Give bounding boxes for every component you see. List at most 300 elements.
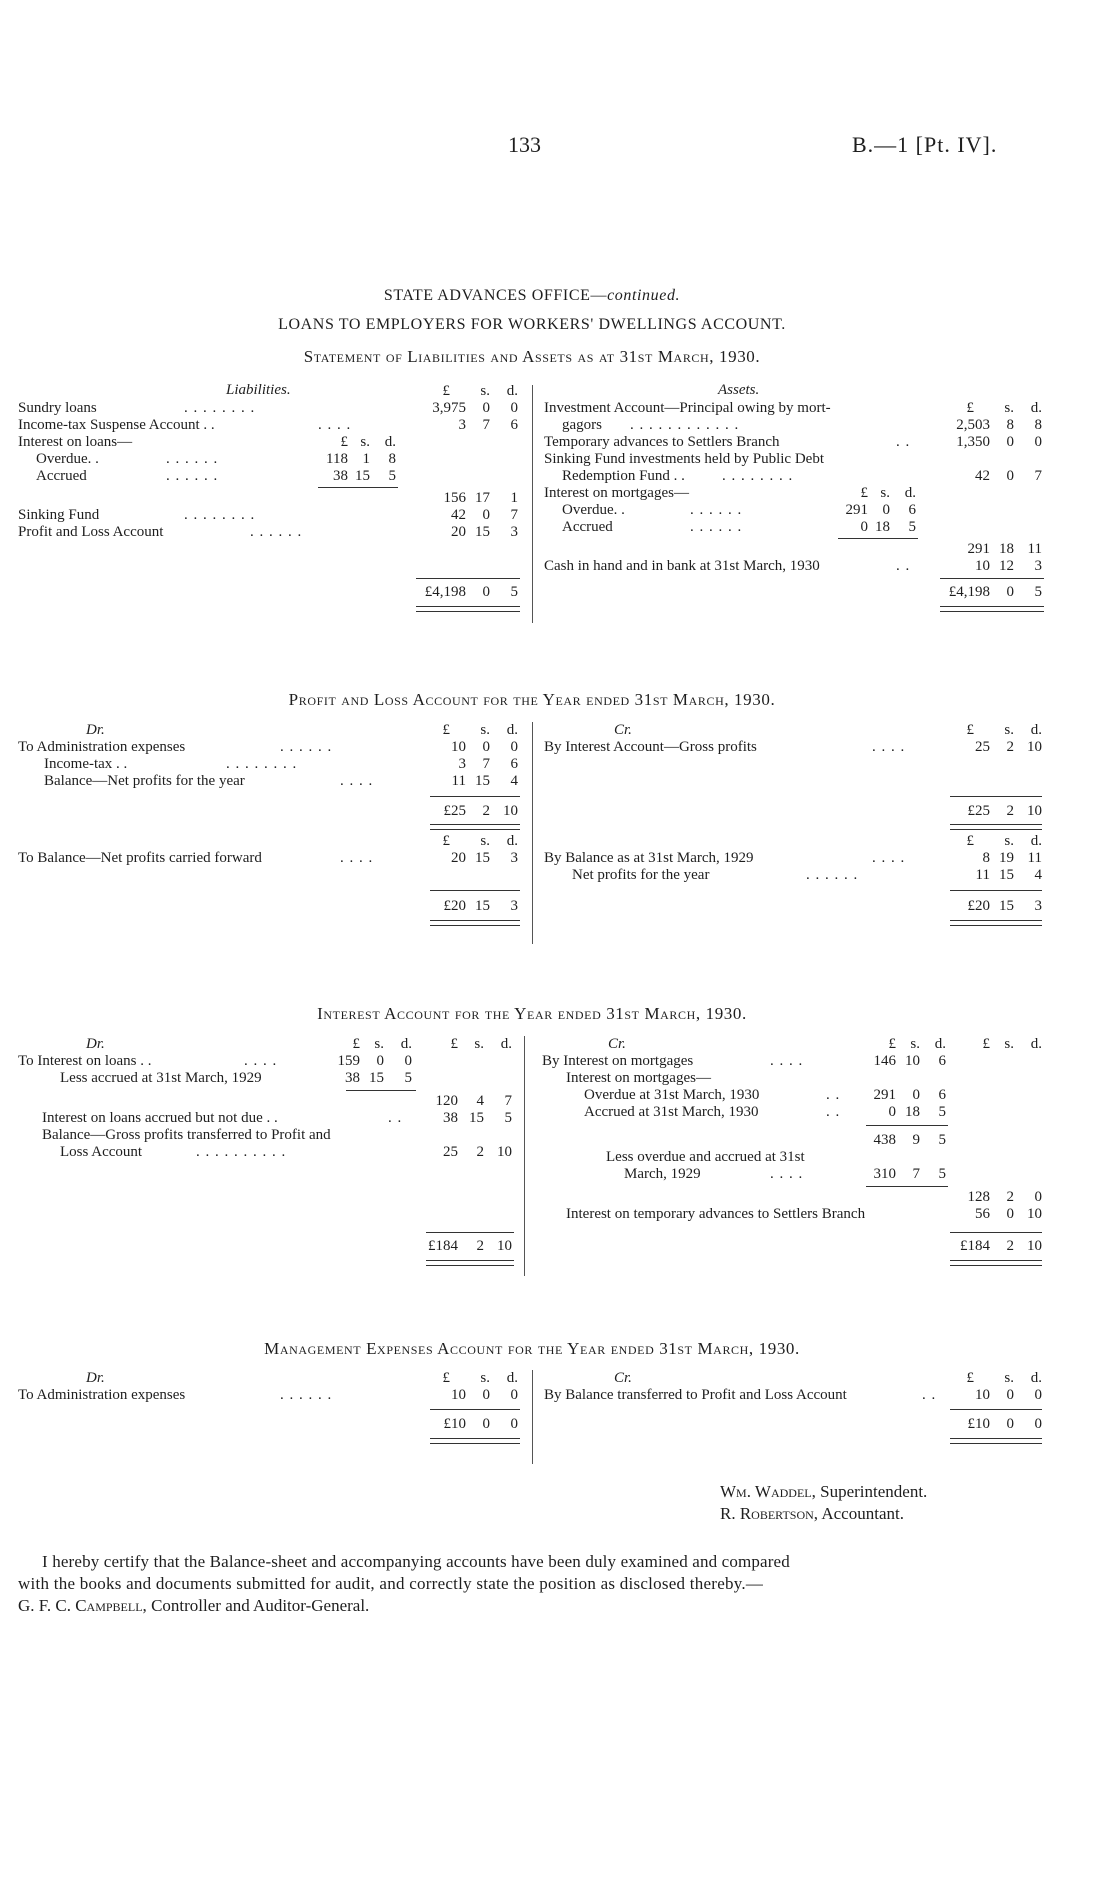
int-net-shillings: 4 [476, 1093, 484, 1109]
asset-cash-label: Cash in hand and in bank at 31st March, 1930 [544, 558, 820, 574]
pl-cr-col-s: s. [1004, 722, 1014, 738]
pl-total2-shillings: 15 [475, 898, 490, 914]
int-acc30-pounds: 0 [888, 1104, 896, 1120]
int-total-pounds: £184 [428, 1238, 458, 1254]
pl-intgross-pence: 10 [1027, 739, 1042, 755]
asset-sub-col-s: s. [880, 485, 890, 501]
int-lessovd-label1: Less overdue and accrued at 31st [606, 1149, 805, 1165]
asset-temp-dots: . . [896, 434, 911, 450]
pl-itax-dots: . . . . . . . . [226, 756, 298, 772]
asset-temp-pence: 0 [1034, 434, 1042, 450]
int-ovd30-pounds: 291 [873, 1087, 896, 1103]
asset-intmort-label: Interest on mortgages— [544, 485, 689, 501]
liab-interest-label: Interest on loans— [18, 434, 133, 450]
signature-accountant [720, 1504, 904, 1524]
int-balgross-shillings: 2 [476, 1144, 484, 1160]
asset-accrued-shillings: 18 [875, 519, 890, 535]
pl-cr2-col-pound: £ [966, 833, 974, 849]
asset-cash-pounds: 10 [975, 558, 990, 574]
pl-cr-total2-pounds: £20 [967, 898, 990, 914]
asset-accrued-pounds: 0 [860, 519, 868, 535]
liabilities-heading: Liabilities. [226, 382, 291, 398]
pl-cr-col-pound: £ [966, 722, 974, 738]
assets-total-pounds: £4,198 [948, 584, 990, 600]
int-byint-label: By Interest on mortgages [542, 1053, 694, 1069]
int-diff-pence: 0 [1034, 1189, 1042, 1205]
pl-cr: Cr. [614, 722, 632, 738]
office-continued: continued. [607, 287, 681, 304]
assets-col-pound: £ [966, 400, 974, 416]
liab-interest-total-pounds: 156 [443, 490, 466, 506]
int-dr-sub-col-pound: £ [352, 1036, 360, 1052]
superintendent-title: Superintendent. [820, 1482, 928, 1501]
int-accnotdue-pence: 5 [504, 1110, 512, 1126]
pl-netprof-shillings: 15 [999, 867, 1014, 883]
liab-sinking-pence: 7 [510, 507, 518, 523]
certificate-line3 [18, 1596, 369, 1616]
interest-title: Interest Account for the Year ended 31st March, 1930. [317, 1004, 747, 1023]
mgmt-bybal-shillings: 0 [1006, 1387, 1014, 1403]
int-byint-shillings: 10 [905, 1053, 920, 1069]
int-cr-sub-col-s: s. [910, 1036, 920, 1052]
int-toint-label: To Interest on loans . . [18, 1053, 152, 1069]
mgmt-bybal-pence: 0 [1034, 1387, 1042, 1403]
asset-sub-col-d: d. [904, 485, 916, 501]
pl-carried-pounds: 20 [451, 850, 466, 866]
int-acc30-pence: 5 [938, 1104, 946, 1120]
liab-accrued-label: Accrued [36, 468, 87, 484]
int-cr-sub-col-d: d. [934, 1036, 946, 1052]
pl-intgross-dots: . . . . [872, 739, 906, 755]
liab-total-pence: 5 [510, 584, 518, 600]
asset-overdue-shillings: 0 [882, 502, 890, 518]
liab-interest-total-shillings: 17 [475, 490, 490, 506]
pl-carried-dots: . . . . [340, 850, 374, 866]
mgmt-title: Management Expenses Account for the Year ended 31st March, 1930. [264, 1339, 800, 1358]
int-total-pence: 10 [497, 1238, 512, 1254]
liab-overdue-dots: . . . . . . [166, 451, 219, 467]
auditor-name: G. F. C. Campbell, [18, 1596, 147, 1615]
pl-dr2-col-d: d. [506, 833, 518, 849]
balance-sheet-divider [532, 385, 533, 623]
int-byint-dots: . . . . [770, 1053, 804, 1069]
mgmt-dr-col-pound: £ [442, 1370, 450, 1386]
pl-intgross-label: By Interest Account—Gross profits [544, 739, 757, 755]
liab-sub-col-d: d. [384, 434, 396, 450]
pl-balnet-pence: 4 [510, 773, 518, 789]
int-lessacc-label: Less accrued at 31st March, 1929 [60, 1070, 262, 1086]
superintendent-name: Wm. Waddel, [720, 1482, 816, 1501]
asset-investment-label1: Investment Account—Principal owing by mort- [544, 400, 831, 416]
pl-dr2-col-pound: £ [442, 833, 450, 849]
liab-accrued-shillings: 15 [355, 468, 370, 484]
int-cr-col-s: s. [1004, 1036, 1014, 1052]
asset-sinking-label2: Redemption Fund . . [562, 468, 685, 484]
int-byint-pence: 6 [938, 1053, 946, 1069]
pl-total1-pence: 10 [503, 803, 518, 819]
asset-sub-col-pound: £ [860, 485, 868, 501]
signature-superintendent [720, 1482, 927, 1502]
int-cr: Cr. [608, 1036, 626, 1052]
int-lessacc-rule [346, 1090, 416, 1091]
asset-investment-dots: . . . . . . . . . . . . [630, 417, 740, 433]
pl-divider [532, 722, 533, 944]
mgmt-dr-col-d: d. [506, 1370, 518, 1386]
asset-cash-pence: 3 [1034, 558, 1042, 574]
liab-incometax-shillings: 7 [482, 417, 490, 433]
int-sub-shillings: 9 [912, 1132, 920, 1148]
int-lessacc-pounds: 38 [345, 1070, 360, 1086]
asset-int-total-pounds: 291 [967, 541, 990, 557]
asset-int-total-shillings: 18 [999, 541, 1014, 557]
asset-int-total-pence: 11 [1027, 541, 1042, 557]
mgmt-total-pounds: £10 [443, 1416, 466, 1432]
accountant-title: Accountant. [821, 1504, 904, 1523]
mgmt-bybal-dots: . . [922, 1387, 937, 1403]
pl-cr-total1-pence: 10 [1027, 803, 1042, 819]
liab-incometax-dots: . . . . [318, 417, 352, 433]
pl-balnet-dots: . . . . [340, 773, 374, 789]
pl-dr: Dr. [86, 722, 105, 738]
pl-total2-pence: 3 [510, 898, 518, 914]
int-ovd30-label: Overdue at 31st March, 1930 [584, 1087, 760, 1103]
int-acc30-label: Accrued at 31st March, 1930 [584, 1104, 759, 1120]
liab-sub-col-pound: £ [340, 434, 348, 450]
liab-total-rule [416, 578, 520, 579]
mgmt-total-shillings: 0 [482, 1416, 490, 1432]
liab-sundry-shillings: 0 [482, 400, 490, 416]
int-cr-total-shillings: 2 [1006, 1238, 1014, 1254]
liab-overdue-label: Overdue. . [36, 451, 99, 467]
assets-total-shillings: 0 [1006, 584, 1014, 600]
pl-admin-pounds: 10 [451, 739, 466, 755]
pl-total2-pounds: £20 [443, 898, 466, 914]
account-title: LOANS TO EMPLOYERS FOR WORKERS' DWELLINGS ACCOUNT. [278, 316, 786, 333]
pl-cr-total2-double-rule [950, 920, 1042, 926]
liab-incometax-label: Income-tax Suspense Account . . [18, 417, 215, 433]
int-toint-pence: 0 [404, 1053, 412, 1069]
pl-cr-total1-shillings: 2 [1006, 803, 1014, 819]
pl-cr-col-d: d. [1030, 722, 1042, 738]
pl-bal1929-pence: 11 [1027, 850, 1042, 866]
int-intmort-label: Interest on mortgages— [566, 1070, 711, 1086]
pl-title: Profit and Loss Account for the Year ended 31st March, 1930. [288, 690, 776, 709]
pl-cr-total1-pounds: £25 [967, 803, 990, 819]
auditor-title: Controller and Auditor-General. [151, 1596, 370, 1615]
liab-sinking-dots: . . . . . . . . [184, 507, 256, 523]
asset-accrued-dots: . . . . . . [690, 519, 743, 535]
int-lessacc-pence: 5 [404, 1070, 412, 1086]
int-dr-sub-col-d: d. [400, 1036, 412, 1052]
int-balgross-label2: Loss Account [60, 1144, 143, 1160]
liab-overdue-pounds: 118 [326, 451, 348, 467]
int-acc30-dots: . . [826, 1104, 841, 1120]
assets-col-s: s. [1004, 400, 1014, 416]
mgmt-admin-shillings: 0 [482, 1387, 490, 1403]
pl-total2-rule [430, 890, 520, 891]
int-dr-col-d: d. [500, 1036, 512, 1052]
asset-investment-pence: 8 [1034, 417, 1042, 433]
pl-bal1929-dots: . . . . [872, 850, 906, 866]
int-cr-col-pound: £ [982, 1036, 990, 1052]
int-balgross-pence: 10 [497, 1144, 512, 1160]
asset-overdue-dots: . . . . . . [690, 502, 743, 518]
pl-cr-total2-pence: 3 [1034, 898, 1042, 914]
assets-total-double-rule [940, 606, 1044, 612]
mgmt-admin-pounds: 10 [451, 1387, 466, 1403]
liab-accrued-pence: 5 [388, 468, 396, 484]
liab-interest-total-pence: 1 [510, 490, 518, 506]
mgmt-cr-total-pounds: £10 [967, 1416, 990, 1432]
pl-dr-col-pound: £ [442, 722, 450, 738]
liab-pl-shillings: 15 [475, 524, 490, 540]
int-ovd30-pence: 6 [938, 1087, 946, 1103]
asset-investment-shillings: 8 [1006, 417, 1014, 433]
liab-overdue-shillings: 1 [362, 451, 370, 467]
int-temp-label: Interest on temporary advances to Settlers Branch [566, 1206, 866, 1222]
liab-pl-dots: . . . . . . [250, 524, 303, 540]
liab-sundry-pence: 0 [510, 400, 518, 416]
int-total-double-rule [426, 1260, 514, 1266]
pl-balnet-label: Balance—Net profits for the year [44, 773, 245, 789]
pl-total1-double-rule [430, 824, 520, 830]
liab-col-s: s. [480, 383, 490, 399]
pl-carried-label: To Balance—Net profits carried forward [18, 850, 262, 866]
pl-intgross-shillings: 2 [1006, 739, 1014, 755]
liab-interest-rule [318, 487, 398, 488]
int-balgross-dots: . . . . . . . . . . [196, 1144, 287, 1160]
asset-sinking-shillings: 0 [1006, 468, 1014, 484]
int-accnotdue-pounds: 38 [443, 1110, 458, 1126]
liab-pl-label: Profit and Loss Account [18, 524, 164, 540]
mgmt-cr-col-d: d. [1030, 1370, 1042, 1386]
office-title [0, 287, 1064, 305]
int-balgross-label1: Balance—Gross profits transferred to Profit and [42, 1127, 331, 1143]
certificate-line1: I hereby certify that the Balance-sheet and accompanying accounts have been duly examined and compared [42, 1552, 790, 1571]
int-accnotdue-dots: . . [388, 1110, 403, 1126]
asset-sinking-pounds: 42 [975, 468, 990, 484]
accountant-name: R. Robertson, [720, 1504, 819, 1523]
interest-divider [524, 1036, 525, 1276]
mgmt-cr-total-shillings: 0 [1006, 1416, 1014, 1432]
pl-itax-pence: 6 [510, 756, 518, 772]
int-cr-col-d: d. [1030, 1036, 1042, 1052]
mgmt-total-pence: 0 [510, 1416, 518, 1432]
pl-netprof-pence: 4 [1034, 867, 1042, 883]
liab-total-shillings: 0 [482, 584, 490, 600]
assets-heading: Assets. [718, 382, 760, 398]
asset-sinking-label1: Sinking Fund investments held by Public Debt [544, 451, 824, 467]
liab-sundry-label: Sundry loans [18, 400, 97, 416]
pl-dr-col-d: d. [506, 722, 518, 738]
mgmt-admin-label: To Administration expenses [18, 1387, 186, 1403]
pl-admin-pence: 0 [510, 739, 518, 755]
asset-overdue-pounds: 291 [845, 502, 868, 518]
pl-dr-col-s: s. [480, 722, 490, 738]
int-ovd30-dots: . . [826, 1087, 841, 1103]
asset-overdue-label: Overdue. . [562, 502, 625, 518]
mgmt-admin-dots: . . . . . . [280, 1387, 333, 1403]
int-toint-pounds: 159 [337, 1053, 360, 1069]
pl-itax-shillings: 7 [482, 756, 490, 772]
pl-itax-label: Income-tax . . [44, 756, 128, 772]
pl-cr2-col-s: s. [1004, 833, 1014, 849]
page-number: 133 [508, 132, 541, 157]
pl-intgross-pounds: 25 [975, 739, 990, 755]
mgmt-cr-col-pound: £ [966, 1370, 974, 1386]
pl-bal1929-pounds: 8 [982, 850, 990, 866]
pl-total1-shillings: 2 [482, 803, 490, 819]
mgmt-cr-total-rule [950, 1409, 1042, 1410]
mgmt-bybal-pounds: 10 [975, 1387, 990, 1403]
pl-total1-rule [430, 796, 520, 797]
office-name: STATE ADVANCES OFFICE— [383, 287, 608, 304]
liab-sinking-shillings: 0 [482, 507, 490, 523]
liab-sub-col-s: s. [360, 434, 370, 450]
mgmt-total-double-rule [430, 1438, 520, 1444]
pl-admin-shillings: 0 [482, 739, 490, 755]
asset-investment-pounds: 2,503 [956, 417, 990, 433]
int-temp-shillings: 0 [1006, 1206, 1014, 1222]
mgmt-bybal-label: By Balance transferred to Profit and Loss Account [544, 1387, 847, 1403]
pl-cr2-col-d: d. [1030, 833, 1042, 849]
int-dr: Dr. [86, 1036, 105, 1052]
int-lessovd-dots: . . . . [770, 1166, 804, 1182]
pl-balnet-shillings: 15 [475, 773, 490, 789]
assets-total-rule [940, 578, 1044, 579]
int-accnotdue-label: Interest on loans accrued but not due . . [42, 1110, 278, 1126]
pl-cr-total1-rule [950, 796, 1042, 797]
liab-total-double-rule [416, 606, 520, 612]
asset-cash-dots: . . [896, 558, 911, 574]
mgmt-dr: Dr. [86, 1370, 105, 1386]
int-total-rule [426, 1232, 514, 1233]
liab-pl-pounds: 20 [451, 524, 466, 540]
int-cr-total-rule [950, 1232, 1042, 1233]
asset-temp-pounds: 1,350 [956, 434, 990, 450]
pl-carried-shillings: 15 [475, 850, 490, 866]
liab-incometax-pence: 6 [510, 417, 518, 433]
liab-sundry-dots: . . . . . . . . [184, 400, 256, 416]
asset-accrued-pence: 5 [908, 519, 916, 535]
pl-dr2-col-s: s. [480, 833, 490, 849]
mgmt-cr-total-double-rule [950, 1438, 1042, 1444]
int-sub-pence: 5 [938, 1132, 946, 1148]
asset-sinking-pence: 7 [1034, 468, 1042, 484]
liab-col-pound: £ [442, 383, 450, 399]
mgmt-cr: Cr. [614, 1370, 632, 1386]
pl-admin-dots: . . . . . . [280, 739, 333, 755]
asset-cash-shillings: 12 [999, 558, 1014, 574]
int-cr-total-double-rule [950, 1260, 1042, 1266]
pl-total2-double-rule [430, 920, 520, 926]
liab-sinking-pounds: 42 [451, 507, 466, 523]
int-sub-rule [866, 1125, 948, 1126]
liab-sundry-pounds: 3,975 [432, 400, 466, 416]
int-balgross-pounds: 25 [443, 1144, 458, 1160]
liab-overdue-pence: 8 [388, 451, 396, 467]
document-reference: B.—1 [Pt. IV]. [852, 132, 998, 157]
certificate-line2: with the books and documents submitted for audit, and correctly state the position as disclosed thereby.— [18, 1574, 764, 1593]
asset-investment-label2: gagors [562, 417, 602, 433]
pl-balnet-pounds: 11 [451, 773, 466, 789]
pl-total1-pounds: £25 [443, 803, 466, 819]
liab-pl-pence: 3 [510, 524, 518, 540]
pl-cr-total1-double-rule [950, 824, 1042, 830]
liab-incometax-pounds: 3 [458, 417, 466, 433]
int-net-pounds: 120 [435, 1093, 458, 1109]
int-lessovd-shillings: 7 [912, 1166, 920, 1182]
int-dr-sub-col-s: s. [374, 1036, 384, 1052]
assets-col-d: d. [1030, 400, 1042, 416]
int-toint-shillings: 0 [376, 1053, 384, 1069]
int-cr-total-pounds: £184 [960, 1238, 990, 1254]
liab-accrued-dots: . . . . . . [166, 468, 219, 484]
pl-netprof-dots: . . . . . . [806, 867, 859, 883]
int-temp-pounds: 56 [975, 1206, 990, 1222]
asset-accrued-label: Accrued [562, 519, 613, 535]
pl-bal1929-shillings: 19 [999, 850, 1014, 866]
mgmt-dr-col-s: s. [480, 1370, 490, 1386]
mgmt-admin-pence: 0 [510, 1387, 518, 1403]
mgmt-divider [532, 1370, 533, 1464]
int-lessovd-rule [866, 1186, 948, 1187]
int-net-pence: 7 [504, 1093, 512, 1109]
int-lessovd-label2: March, 1929 [624, 1166, 701, 1182]
asset-temp-shillings: 0 [1006, 434, 1014, 450]
liab-col-d: d. [506, 383, 518, 399]
int-toint-dots: . . . . [244, 1053, 278, 1069]
pl-cr-total2-rule [950, 890, 1042, 891]
int-diff-shillings: 2 [1006, 1189, 1014, 1205]
pl-netprof-pounds: 11 [975, 867, 990, 883]
int-temp-pence: 10 [1027, 1206, 1042, 1222]
int-acc30-shillings: 18 [905, 1104, 920, 1120]
pl-itax-pounds: 3 [458, 756, 466, 772]
asset-sinking-dots: . . . . . . . . [722, 468, 794, 484]
int-cr-sub-col-pound: £ [888, 1036, 896, 1052]
int-accnotdue-shillings: 15 [469, 1110, 484, 1126]
mgmt-total-rule [430, 1409, 520, 1410]
pl-netprof-label: Net profits for the year [572, 867, 710, 883]
pl-cr-total2-shillings: 15 [999, 898, 1014, 914]
int-cr-total-pence: 10 [1027, 1238, 1042, 1254]
asset-overdue-pence: 6 [908, 502, 916, 518]
int-lessacc-shillings: 15 [369, 1070, 384, 1086]
assets-total-pence: 5 [1034, 584, 1042, 600]
pl-bal1929-label: By Balance as at 31st March, 1929 [544, 850, 754, 866]
int-lessovd-pence: 5 [938, 1166, 946, 1182]
int-total-shillings: 2 [476, 1238, 484, 1254]
statement-title: Statement of Liabilities and Assets as at 31st March, 1930. [303, 347, 761, 366]
asset-interest-rule [838, 538, 918, 539]
int-dr-col-s: s. [474, 1036, 484, 1052]
liab-accrued-pounds: 38 [333, 468, 348, 484]
mgmt-cr-col-s: s. [1004, 1370, 1014, 1386]
int-lessovd-pounds: 310 [873, 1166, 896, 1182]
int-diff-pounds: 128 [967, 1189, 990, 1205]
int-byint-pounds: 146 [873, 1053, 896, 1069]
liab-total-pounds: £4,198 [424, 584, 466, 600]
pl-admin-label: To Administration expenses [18, 739, 186, 755]
asset-temp-label: Temporary advances to Settlers Branch [544, 434, 780, 450]
pl-carried-pence: 3 [510, 850, 518, 866]
mgmt-cr-total-pence: 0 [1034, 1416, 1042, 1432]
int-ovd30-shillings: 0 [912, 1087, 920, 1103]
liab-sinking-label: Sinking Fund [18, 507, 100, 523]
int-dr-col-pound: £ [450, 1036, 458, 1052]
int-sub-pounds: 438 [873, 1132, 896, 1148]
